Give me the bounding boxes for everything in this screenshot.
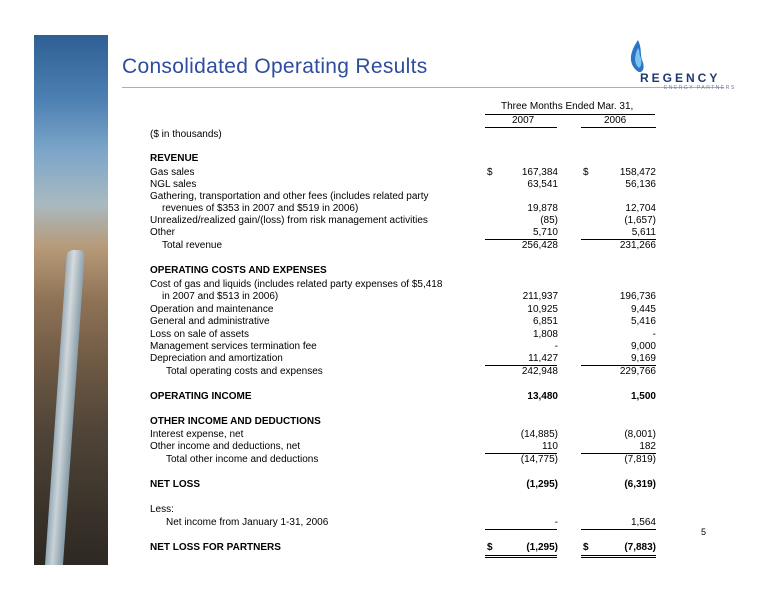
row-label: Unrealized/realized gain/(loss) from risk management activities xyxy=(150,215,428,226)
dollar-sign: $ xyxy=(583,542,589,553)
value-2007: 242,948 xyxy=(521,366,558,377)
value-2006: (7,883) xyxy=(624,542,656,553)
value-2006: 9,169 xyxy=(630,353,656,364)
dollar-sign: $ xyxy=(583,167,589,178)
value-2007: 10,925 xyxy=(527,304,558,315)
column-header-2006: 2006 xyxy=(604,115,627,126)
row-label: Loss on sale of assets xyxy=(150,329,249,340)
row-label: Operation and maintenance xyxy=(150,304,274,315)
value-2007: - xyxy=(554,517,558,528)
value-2007: (85) xyxy=(540,215,558,226)
row-label: Gas sales xyxy=(150,167,195,178)
double-underline xyxy=(485,555,557,556)
row-label: Net income from January 1-31, 2006 xyxy=(166,517,329,528)
dollar-sign: $ xyxy=(487,167,493,178)
value-2006: 229,766 xyxy=(619,366,656,377)
value-2007: (14,885) xyxy=(520,429,558,440)
double-underline xyxy=(581,557,656,558)
value-2007: 19,878 xyxy=(527,203,558,214)
column-underline-2007 xyxy=(485,127,557,128)
value-2006: 12,704 xyxy=(625,203,656,214)
page-number: 5 xyxy=(701,527,707,537)
column-underline-2006 xyxy=(581,127,656,128)
row-label: Other xyxy=(150,227,176,238)
value-2006: 1,500 xyxy=(630,391,656,402)
value-2006: (7,819) xyxy=(624,454,656,465)
value-2007: - xyxy=(554,341,558,352)
value-2006: 56,136 xyxy=(625,179,656,190)
row-label: Cost of gas and liquids (includes related party expenses of $5,418 xyxy=(150,279,443,290)
row-label: revenues of $353 in 2007 and $519 in 2006) xyxy=(162,203,359,214)
row-label: Depreciation and amortization xyxy=(150,353,283,364)
section-heading: OTHER INCOME AND DEDUCTIONS xyxy=(150,416,321,427)
value-2007: 63,541 xyxy=(527,179,558,190)
row-label: Other income and deductions, net xyxy=(150,441,301,452)
value-2007: (14,775) xyxy=(520,454,558,465)
value-2007: 211,937 xyxy=(522,291,558,302)
row-label: Less: xyxy=(150,504,174,515)
value-2007: 13,480 xyxy=(527,391,558,402)
section-heading: OPERATING COSTS AND EXPENSES xyxy=(150,265,327,276)
value-2006: 196,736 xyxy=(619,291,656,302)
value-2006: (1,657) xyxy=(624,215,656,226)
value-2006: 1,564 xyxy=(630,517,656,528)
value-2006: 9,445 xyxy=(630,304,656,315)
value-2007: 256,428 xyxy=(521,240,558,251)
section-heading: REVENUE xyxy=(150,153,199,164)
value-2007: 11,427 xyxy=(528,353,558,364)
net-loss-for-partners-label: NET LOSS FOR PARTNERS xyxy=(150,542,281,553)
value-2006: - xyxy=(652,329,656,340)
row-label: NGL sales xyxy=(150,179,197,190)
row-label: in 2007 and $513 in 2006) xyxy=(162,291,279,302)
value-2007: (1,295) xyxy=(526,542,558,553)
column-header-2007: 2007 xyxy=(512,115,535,126)
dollar-sign: $ xyxy=(487,542,493,553)
total-label: Total other income and deductions xyxy=(166,454,319,465)
total-label: Total operating costs and expenses xyxy=(166,366,323,377)
value-2006: (8,001) xyxy=(624,429,656,440)
logo-subtitle: ENERGY PARTNERS xyxy=(664,85,736,91)
value-2007: 1,808 xyxy=(532,329,558,340)
value-2007: 110 xyxy=(542,441,558,452)
value-2007: 6,851 xyxy=(532,316,558,327)
value-2006: 5,611 xyxy=(631,227,656,238)
period-header: Three Months Ended Mar. 31, xyxy=(501,101,634,112)
value-2007: (1,295) xyxy=(526,479,558,490)
period-underline xyxy=(485,114,655,115)
units-note: ($ in thousands) xyxy=(150,129,222,140)
double-underline xyxy=(581,555,656,556)
row-label: Gathering, transportation and other fees (includes related party xyxy=(150,191,429,202)
page-title: Consolidated Operating Results xyxy=(122,55,428,78)
value-2006: (6,319) xyxy=(624,479,656,490)
subtotal-line xyxy=(581,529,656,530)
value-2006: 158,472 xyxy=(619,167,656,178)
row-label: Interest expense, net xyxy=(150,429,244,440)
row-label: Management services termination fee xyxy=(150,341,317,352)
net-loss-label: NET LOSS xyxy=(150,479,201,490)
operating-income-label: OPERATING INCOME xyxy=(150,391,252,402)
value-2006: 5,416 xyxy=(630,316,656,327)
double-underline xyxy=(485,557,557,558)
value-2007: 5,710 xyxy=(532,227,558,238)
value-2007: 167,384 xyxy=(521,167,558,178)
subtotal-line xyxy=(485,529,557,530)
value-2006: 9,000 xyxy=(630,341,656,352)
row-label: General and administrative xyxy=(150,316,270,327)
value-2006: 182 xyxy=(639,441,656,452)
total-label: Total revenue xyxy=(162,240,223,251)
value-2006: 231,266 xyxy=(619,240,656,251)
logo-wordmark: REGENCY xyxy=(640,71,721,85)
